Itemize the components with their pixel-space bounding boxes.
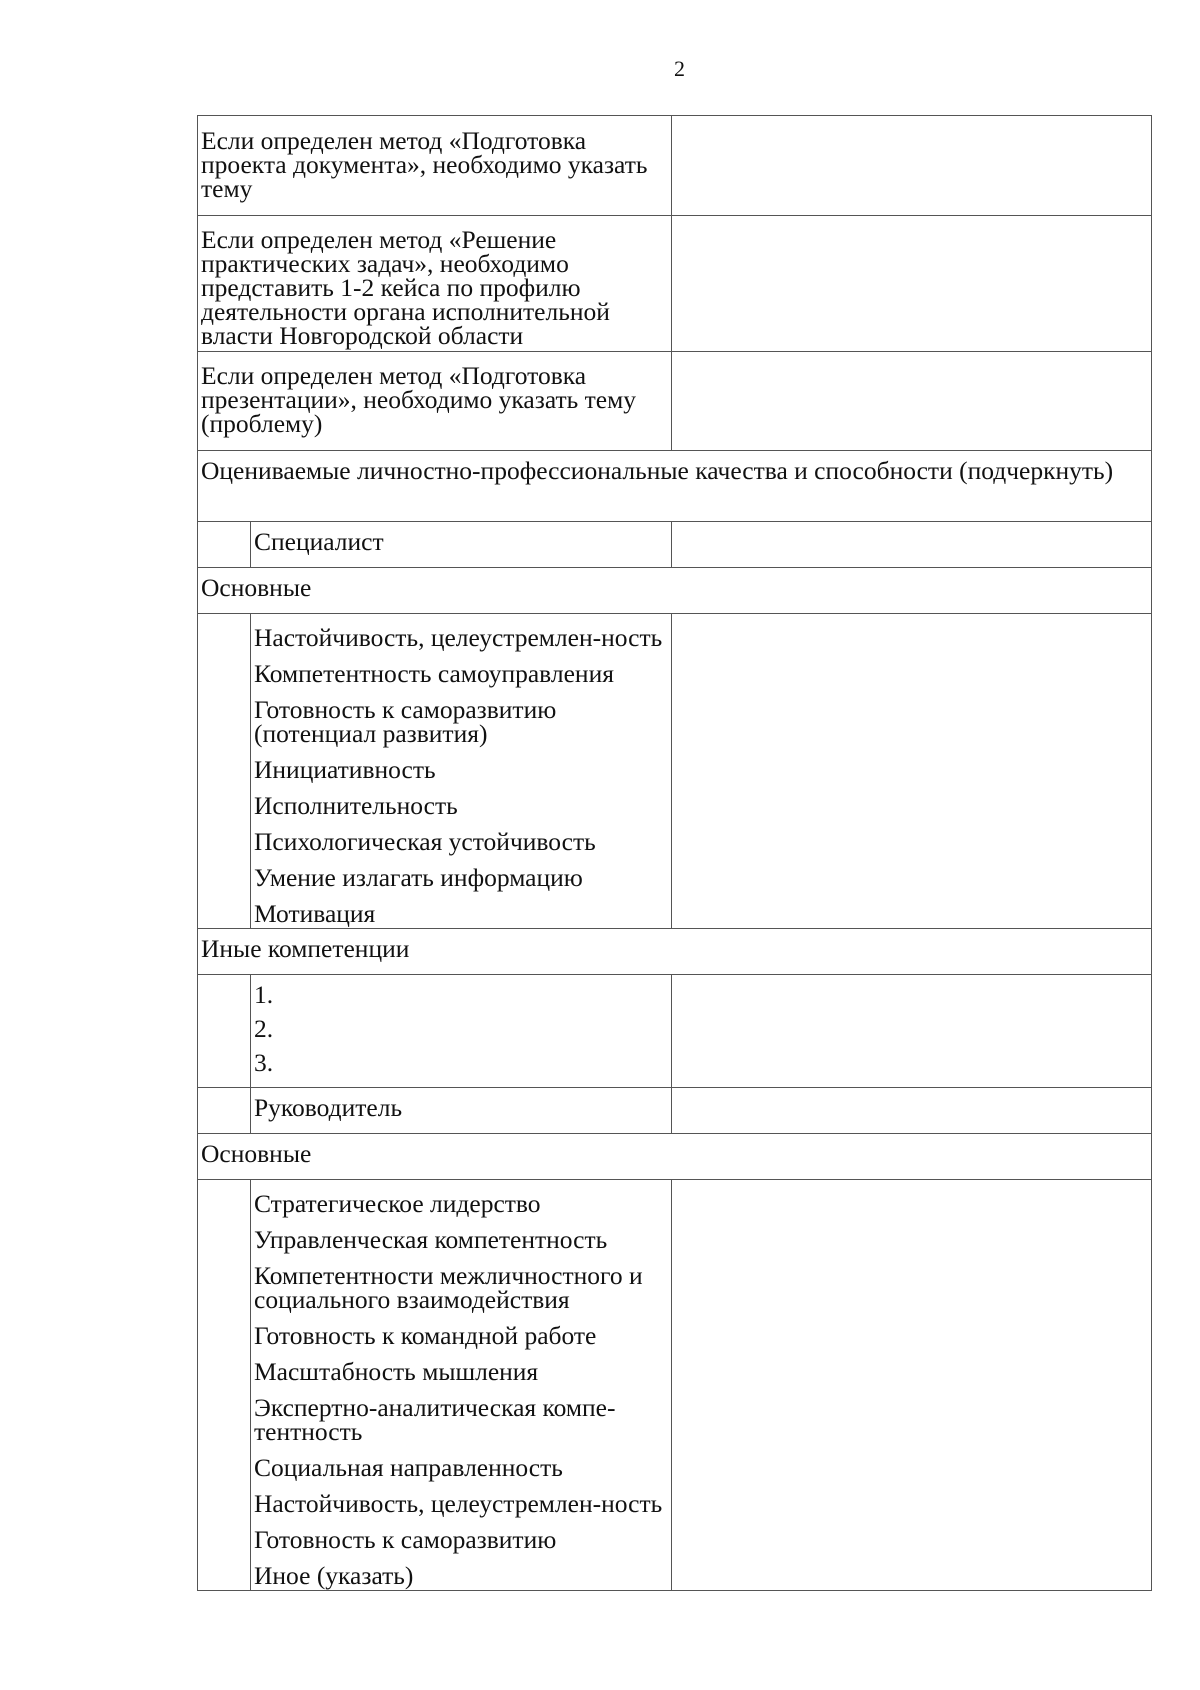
- specialist-label: Специалист: [251, 522, 672, 568]
- qualities-heading-row: [198, 451, 1152, 522]
- list-item[interactable]: Стратегическое лидерство: [254, 1189, 541, 1218]
- specialist-other-answer-cell[interactable]: [672, 975, 1152, 1088]
- page-number: 2: [674, 56, 685, 81]
- specialist-other-list[interactable]: [251, 975, 672, 1088]
- question-row-practical-tasks: [198, 216, 1152, 352]
- list-item[interactable]: Настойчивость, целеустремлен-ность: [254, 1489, 663, 1518]
- answer-field-presentation[interactable]: [672, 352, 1152, 451]
- list-item[interactable]: Готовность к саморазвитию (потенциал развития): [254, 695, 557, 748]
- list-item[interactable]: Исполнительность: [254, 791, 458, 820]
- specialist-basic-row: [198, 614, 1152, 929]
- specialist-basic-marker-cell[interactable]: [198, 614, 251, 929]
- manager-label: Руководитель: [251, 1088, 672, 1134]
- question-row-presentation: [198, 352, 1152, 451]
- answer-field-practical-tasks[interactable]: [672, 216, 1152, 352]
- manager-basic-heading: Основные: [198, 1134, 1152, 1180]
- question-presentation: Если определен метод «Подготовка презентации», необходимо указать тему (проблему): [198, 352, 672, 451]
- list-item: 1.: [254, 980, 274, 1009]
- manager-basic-answer-cell[interactable]: [672, 1180, 1152, 1591]
- specialist-other-heading: Иные компетенции: [198, 929, 1152, 975]
- list-item[interactable]: Готовность к саморазвитию: [254, 1525, 557, 1554]
- answer-field-project-document[interactable]: [672, 116, 1152, 216]
- list-item[interactable]: Компетентности межличностного и социального взаимодействия: [254, 1261, 643, 1314]
- qualities-heading: Оцениваемые личностно-профессиональные качества и способности (подчеркнуть): [198, 451, 1152, 522]
- manager-marker-cell[interactable]: [198, 1088, 251, 1134]
- manager-answer-cell[interactable]: [672, 1088, 1152, 1134]
- list-item[interactable]: Социальная направленность: [254, 1453, 563, 1482]
- specialist-answer-cell[interactable]: [672, 522, 1152, 568]
- list-item[interactable]: Управленческая компетентность: [254, 1225, 608, 1254]
- assessment-form-table: [197, 115, 1152, 1591]
- list-item[interactable]: Готовность к командной работе: [254, 1321, 597, 1350]
- manager-basic-marker-cell[interactable]: [198, 1180, 251, 1591]
- list-item[interactable]: Умение излагать информацию: [254, 863, 583, 892]
- list-item[interactable]: Компетентность самоуправления: [254, 659, 614, 688]
- manager-basic-heading-row: [198, 1134, 1152, 1180]
- manager-row: [198, 1088, 1152, 1134]
- specialist-basic-list: [251, 614, 672, 929]
- specialist-other-row: [198, 975, 1152, 1088]
- specialist-marker-cell[interactable]: [198, 522, 251, 568]
- question-project-document: Если определен метод «Подготовка проекта документа», необходимо указать тему: [198, 116, 672, 216]
- specialist-basic-answer-cell[interactable]: [672, 614, 1152, 929]
- list-item[interactable]: Масштабность мышления: [254, 1357, 539, 1386]
- manager-basic-list: [251, 1180, 672, 1591]
- question-practical-tasks: Если определен метод «Решение практических задач», необходимо представить 1-2 кейса по профилю деятельности органа исполнительной власти Новгородской области: [198, 216, 672, 352]
- list-item[interactable]: Иное (указать): [254, 1561, 414, 1590]
- list-item[interactable]: Мотивация: [254, 899, 376, 928]
- list-item[interactable]: Настойчивость, целеустремлен-ность: [254, 623, 663, 652]
- specialist-basic-heading: Основные: [198, 568, 1152, 614]
- specialist-other-heading-row: [198, 929, 1152, 975]
- manager-basic-row: [198, 1180, 1152, 1591]
- specialist-row: [198, 522, 1152, 568]
- list-item[interactable]: Инициативность: [254, 755, 436, 784]
- list-item[interactable]: Психологическая устойчивость: [254, 827, 596, 856]
- list-item: 2.: [254, 1014, 274, 1043]
- specialist-basic-heading-row: [198, 568, 1152, 614]
- list-item: 3.: [254, 1048, 274, 1077]
- list-item[interactable]: Экспертно-аналитическая компе-тентность: [254, 1393, 616, 1446]
- question-row-project-document: [198, 116, 1152, 216]
- specialist-other-marker-cell[interactable]: [198, 975, 251, 1088]
